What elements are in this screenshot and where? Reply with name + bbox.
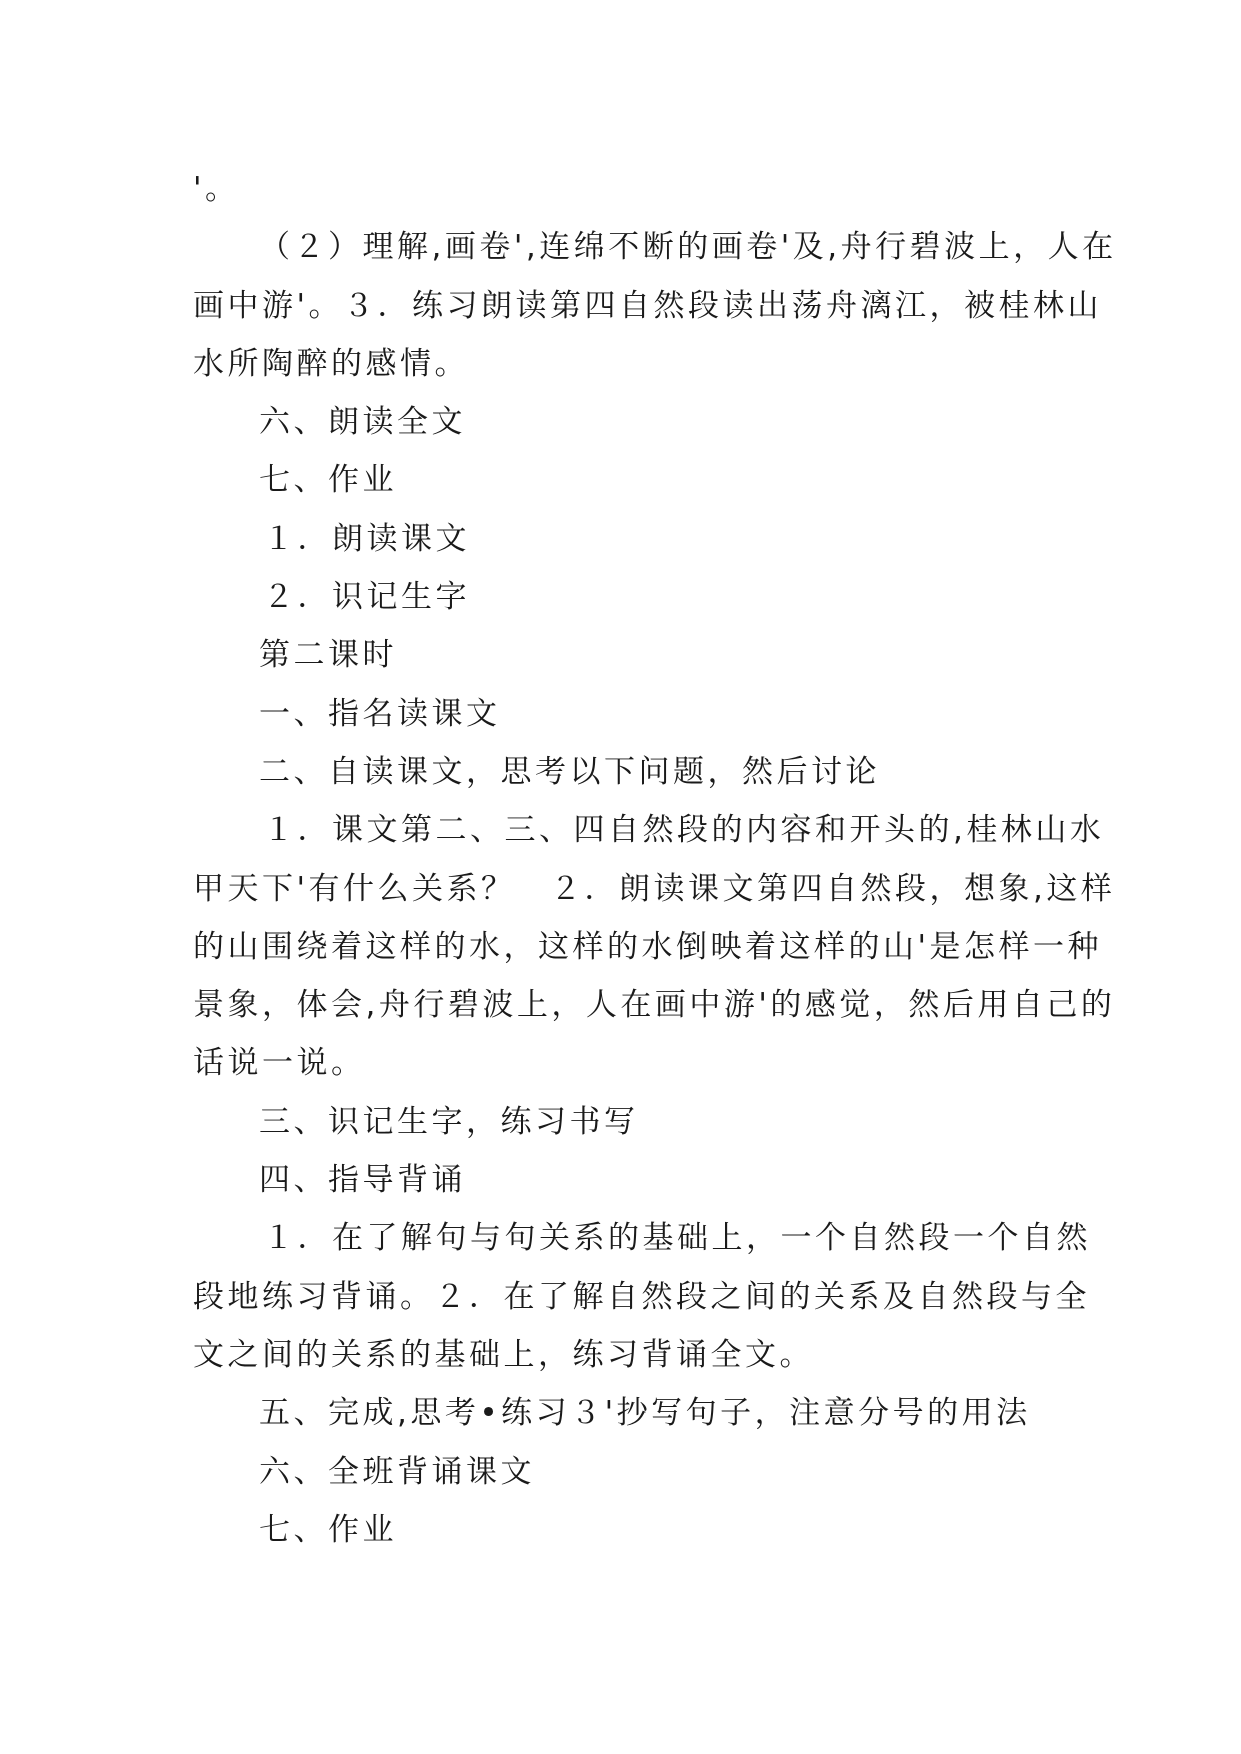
section-heading: 七、作业	[259, 1511, 397, 1548]
text-line: 段地练习背诵。２．在了解自然段之间的关系及自然段与全	[193, 1278, 1090, 1315]
section-heading: 二、自读课文，思考以下问题，然后讨论	[259, 753, 880, 790]
text-line: 话说一说。	[193, 1045, 366, 1082]
text-line: （２）理解,画卷',连绵不断的画卷'及,舟行碧波上，人在	[259, 229, 1117, 266]
document-body	[193, 160, 1117, 1559]
section-heading: 六、全班背诵课文	[259, 1453, 535, 1490]
section-heading: 七、作业	[259, 462, 397, 499]
list-item: ２．识记生字	[263, 579, 470, 616]
text-line: 画中游'。３．练习朗读第四自然段读出荡舟漓江，被桂林山	[193, 287, 1103, 324]
text-line: 文之间的关系的基础上，练习背诵全文。	[193, 1336, 814, 1373]
text-line: 的山围绕着这样的水，这样的水倒映着这样的山'是怎样一种	[193, 928, 1103, 965]
section-heading: 四、指导背诵	[259, 1162, 466, 1199]
text-line: 甲天下'有什么关系？ ２．朗读课文第四自然段，想象,这样	[193, 870, 1116, 907]
text-line: '。	[193, 171, 240, 207]
list-item: １．课文第二、三、四自然段的内容和开头的,桂林山水	[263, 812, 1105, 849]
section-heading: 三、识记生字，练习书写	[259, 1103, 639, 1140]
section-heading: 六、朗读全文	[259, 404, 466, 441]
section-heading: 五、完成,思考•练习３'抄写句子，注意分号的用法	[259, 1395, 1031, 1432]
list-item: １．朗读课文	[263, 520, 470, 557]
text-line: 水所陶醉的感情。	[193, 345, 469, 382]
text-line: 景象，体会,舟行碧波上，人在画中游'的感觉，然后用自己的	[193, 987, 1116, 1024]
list-item: １．在了解句与句关系的基础上，一个自然段一个自然	[263, 1220, 1091, 1257]
section-heading: 第二课时	[259, 637, 397, 674]
section-heading: 一、指名读课文	[259, 695, 501, 732]
